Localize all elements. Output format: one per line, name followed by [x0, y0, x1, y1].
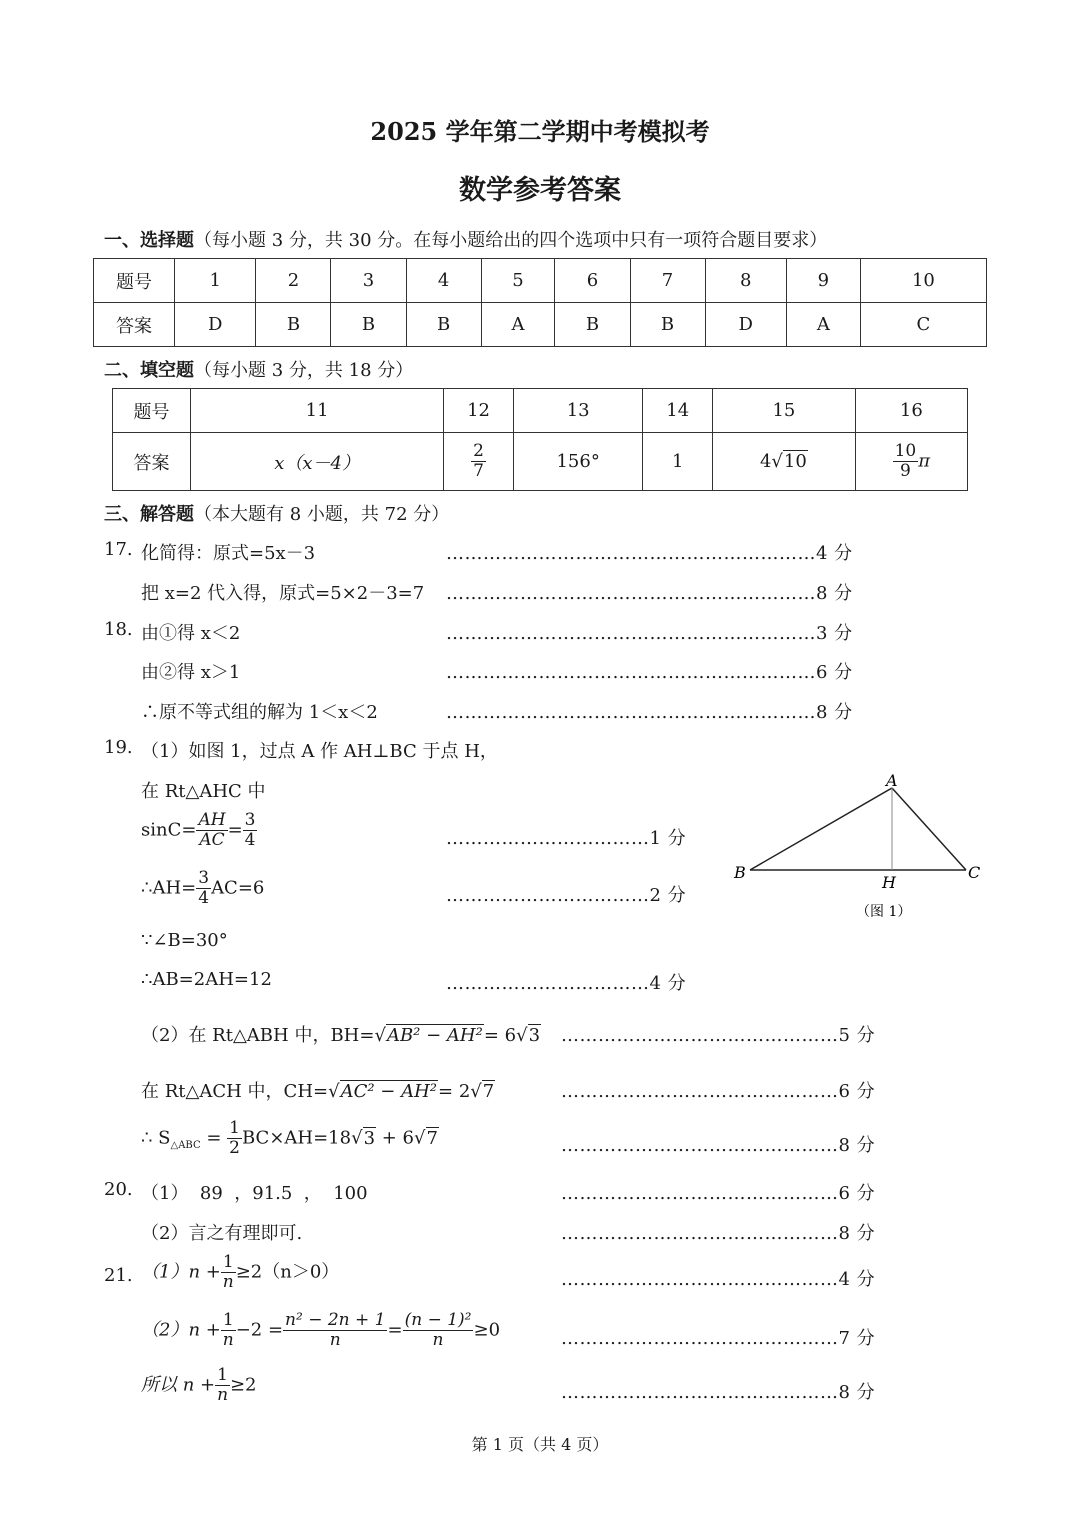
fraction-denominator: n: [329, 1330, 341, 1350]
pi-symbol: π: [918, 450, 931, 472]
answer-cell: 1: [643, 433, 713, 491]
q21-number: 21.: [104, 1265, 133, 1286]
text: =: [227, 819, 243, 841]
text: （2）n +: [141, 1319, 221, 1341]
segment-ab: [750, 788, 892, 870]
radicand: 7: [426, 1127, 438, 1149]
q-number: 11: [191, 389, 444, 433]
text: ≥2（n＞0）: [235, 1261, 340, 1283]
fraction: [196, 812, 227, 849]
fraction: [227, 1120, 242, 1157]
score: 4 分: [838, 1269, 876, 1290]
q20-line1-score: ………………………………………6 分: [561, 1183, 876, 1204]
section3-title: 三、解答题: [104, 504, 194, 525]
text: （1）n +: [141, 1261, 221, 1283]
q17-number: 17.: [104, 539, 133, 560]
fraction-denominator: 7: [473, 461, 484, 481]
answer-cell: 156°: [513, 433, 642, 491]
answer-cell: [713, 433, 856, 491]
text: ≥2: [229, 1374, 257, 1396]
q21-line2-score: ………………………………………7 分: [561, 1328, 876, 1349]
score: 2 分: [649, 885, 687, 906]
score: 7 分: [838, 1328, 876, 1349]
point-label-h: H: [882, 873, 896, 892]
score: 3 分: [816, 623, 853, 644]
choice-number-row: [94, 259, 987, 303]
q-number: 3: [331, 259, 406, 303]
fraction-denominator: 4: [198, 888, 210, 908]
text: BC×AH=18: [241, 1127, 352, 1149]
q19-line9: [141, 1120, 439, 1157]
q19-line6-score: ……………………………4 分: [446, 973, 687, 994]
q-number: 9: [786, 259, 860, 303]
text: ∴ S: [141, 1127, 171, 1149]
q21-line1-score: ………………………………………4 分: [561, 1269, 876, 1290]
subscript: △ABC: [170, 1140, 201, 1152]
text: 在 Rt△ACH 中，CH=: [141, 1081, 329, 1102]
q19-line8: [141, 1077, 495, 1103]
row-label: 答案: [113, 433, 191, 491]
coefficient: 4: [759, 451, 772, 472]
page-footer: 第 1 页（共 4 页）: [471, 1435, 609, 1454]
text: sinC=: [141, 819, 197, 841]
fraction: [893, 443, 919, 480]
answer-cell: B: [630, 303, 705, 347]
q19-line4: [141, 870, 264, 907]
sqrt-sign: √: [328, 1081, 340, 1102]
section2-heading: [104, 356, 413, 382]
score: 6 分: [838, 1081, 876, 1102]
text: ≥0: [473, 1319, 501, 1341]
score: 6 分: [838, 1183, 876, 1204]
q-number: 16: [855, 389, 967, 433]
section1-title: 一、选择题: [104, 230, 194, 251]
section1-note: （每小题 3 分，共 30 分。在每小题给出的四个选项中只有一项符合题目要求）: [194, 230, 828, 251]
fraction-denominator: 2: [229, 1138, 240, 1158]
q18-line3: ∴原不等式组的解为 1＜x＜2: [141, 702, 378, 723]
q19-line3-score: ……………………………1 分: [446, 828, 687, 849]
fraction-denominator: n: [432, 1330, 444, 1350]
q-number: 12: [444, 389, 514, 433]
fraction-numerator: 1: [222, 1310, 234, 1330]
text: AC=6: [211, 877, 265, 899]
text: −2 =: [235, 1319, 284, 1341]
q19-line5: ∵∠B=30°: [141, 930, 228, 951]
vertex-label-a: A: [886, 771, 898, 790]
fraction-denominator: n: [217, 1385, 229, 1405]
q-number: 14: [643, 389, 713, 433]
q20-number: 20.: [104, 1179, 133, 1200]
score: 4 分: [649, 973, 687, 994]
q18-line2: 由②得 x＞1: [141, 662, 241, 683]
fraction-numerator: 10: [894, 441, 917, 461]
section1-heading: [104, 226, 827, 252]
q-number: 6: [555, 259, 630, 303]
q21-line3: [141, 1367, 257, 1404]
q-number: 15: [713, 389, 856, 433]
answer-cell: B: [406, 303, 481, 347]
q19-line7-score: ………………………………………5 分: [561, 1025, 876, 1046]
fraction-numerator: 3: [244, 810, 256, 830]
q18-line1-score: ……………………………………………………3 分: [446, 623, 853, 644]
q20-line1: （1） 89 ，91.5 ， 100: [141, 1183, 368, 1204]
text: =: [200, 1127, 228, 1149]
fraction-denominator: n: [222, 1330, 234, 1350]
fraction-numerator: AH: [198, 810, 226, 830]
q-number: 7: [630, 259, 705, 303]
section2-note: （每小题 3 分，共 18 分）: [194, 360, 414, 381]
answer-cell: D: [705, 303, 786, 347]
sqrt-sign: √: [470, 1081, 482, 1102]
score: 8 分: [816, 702, 853, 723]
text: = 6: [483, 1025, 517, 1046]
fraction: [221, 1254, 236, 1291]
q17-line1: 化简得：原式=5x－3: [141, 543, 316, 564]
section2-title: 二、填空题: [104, 360, 194, 381]
q21-line2: [141, 1312, 500, 1349]
figure-1-triangle: [728, 768, 998, 928]
score: 6 分: [816, 662, 853, 683]
score: 8 分: [838, 1223, 876, 1244]
q-number: 5: [481, 259, 555, 303]
radicand: 7: [482, 1081, 495, 1102]
text: = 2: [438, 1081, 471, 1102]
figure-caption: （图 1）: [856, 904, 912, 920]
fraction-numerator: n² − 2n + 1: [285, 1310, 386, 1330]
fraction-numerator: 1: [217, 1365, 228, 1385]
answer-cell: [444, 433, 514, 491]
section3-heading: [104, 500, 449, 526]
score: 8 分: [838, 1135, 876, 1156]
fraction: [215, 1367, 230, 1404]
q19-line9-score: ………………………………………8 分: [561, 1135, 876, 1156]
q18-line3-score: ……………………………………………………8 分: [446, 702, 853, 723]
q21-line3-score: ………………………………………8 分: [561, 1382, 876, 1403]
q19-line2: 在 Rt△AHC 中: [141, 781, 266, 802]
q-number: 13: [513, 389, 642, 433]
fill-answer-table: [112, 388, 968, 491]
choice-answer-table: [93, 258, 987, 347]
fraction: [243, 812, 258, 849]
text: + 6: [376, 1127, 415, 1149]
fill-answer-row: [113, 433, 968, 491]
answer-cell: D: [175, 303, 256, 347]
q19-number: 19.: [104, 737, 133, 758]
score: 4 分: [816, 543, 853, 564]
radicand: 3: [528, 1025, 541, 1046]
q20-line2: （2）言之有理即可.: [141, 1223, 303, 1244]
score: 1 分: [649, 828, 687, 849]
radicand: 3: [363, 1127, 376, 1149]
q19-line8-score: ………………………………………6 分: [561, 1081, 876, 1102]
answer-key-title: 数学参考答案: [459, 175, 621, 206]
sqrt-sign: √: [414, 1127, 426, 1149]
answer-cell: B: [331, 303, 406, 347]
fraction-denominator: AC: [199, 830, 225, 850]
fraction-numerator: 1: [229, 1118, 240, 1138]
score: 8 分: [838, 1382, 876, 1403]
q21-line1: [141, 1254, 339, 1291]
fraction: [221, 1312, 236, 1349]
q20-line2-score: ………………………………………8 分: [561, 1223, 876, 1244]
q19-line3: [141, 812, 257, 849]
answer-cell: B: [555, 303, 630, 347]
answer-cell: C: [860, 303, 986, 347]
row-label: 题号: [94, 259, 175, 303]
fraction: [283, 1312, 387, 1349]
answer-cell: A: [481, 303, 555, 347]
sqrt-sign: √: [374, 1025, 386, 1046]
q19-line4-score: ……………………………2 分: [446, 885, 687, 906]
fraction-denominator: 4: [244, 830, 256, 850]
q-number: 2: [256, 259, 331, 303]
row-label: 题号: [113, 389, 191, 433]
text: ∴AH=: [141, 877, 197, 899]
radicand: AB² − AH²: [386, 1025, 483, 1046]
score: 8 分: [816, 583, 853, 604]
fill-number-row: [113, 389, 968, 433]
fraction: [403, 1312, 474, 1349]
answer-cell: B: [256, 303, 331, 347]
text: （2）在 Rt△ABH 中，BH=: [141, 1025, 375, 1046]
q19-line1: （1）如图 1，过点 A 作 AH⊥BC 于点 H，: [141, 741, 498, 762]
q19-line7: [141, 1021, 541, 1047]
section3-note: （本大题有 8 小题，共 72 分）: [194, 504, 450, 525]
fraction-denominator: 9: [899, 461, 911, 481]
sqrt-sign: √: [351, 1127, 363, 1149]
answer-cell: x（x－4）: [191, 433, 444, 491]
q18-line1: 由①得 x＜2: [141, 623, 241, 644]
q-number: 4: [406, 259, 481, 303]
answer-cell: [855, 433, 967, 491]
q19-line6: ∴AB=2AH=12: [141, 969, 272, 990]
q-number: 1: [175, 259, 256, 303]
exam-title: 2025 学年第二学期中考模拟考: [370, 117, 710, 146]
q17-line1-score: ……………………………………………………4 分: [446, 543, 853, 564]
fraction-denominator: n: [222, 1272, 234, 1292]
segment-ac: [892, 788, 966, 870]
fraction-numerator: (n − 1)²: [404, 1310, 472, 1330]
vertex-label-b: B: [734, 863, 746, 882]
choice-answer-row: [94, 303, 987, 347]
radicand: 10: [783, 451, 807, 472]
radicand: AC² − AH²: [340, 1081, 438, 1102]
score: 5 分: [838, 1025, 876, 1046]
sqrt-sign: √: [771, 451, 783, 472]
row-label: 答案: [94, 303, 175, 347]
q-number: 8: [705, 259, 786, 303]
fraction: [471, 443, 486, 480]
fraction-numerator: 2: [473, 441, 484, 461]
text: =: [387, 1319, 403, 1341]
q18-line2-score: ……………………………………………………6 分: [446, 662, 853, 683]
fraction-numerator: 1: [222, 1252, 234, 1272]
sqrt-sign: √: [516, 1025, 528, 1046]
fraction: [196, 870, 211, 907]
q17-line2-score: ……………………………………………………8 分: [446, 583, 853, 604]
q17-line2: 把 x=2 代入得，原式=5×2－3=7: [141, 583, 425, 604]
fraction-numerator: 3: [198, 868, 210, 888]
answer-cell: A: [786, 303, 860, 347]
q-number: 10: [860, 259, 986, 303]
q18-number: 18.: [104, 619, 133, 640]
vertex-label-c: C: [968, 863, 981, 882]
text: 所以 n +: [141, 1374, 216, 1396]
